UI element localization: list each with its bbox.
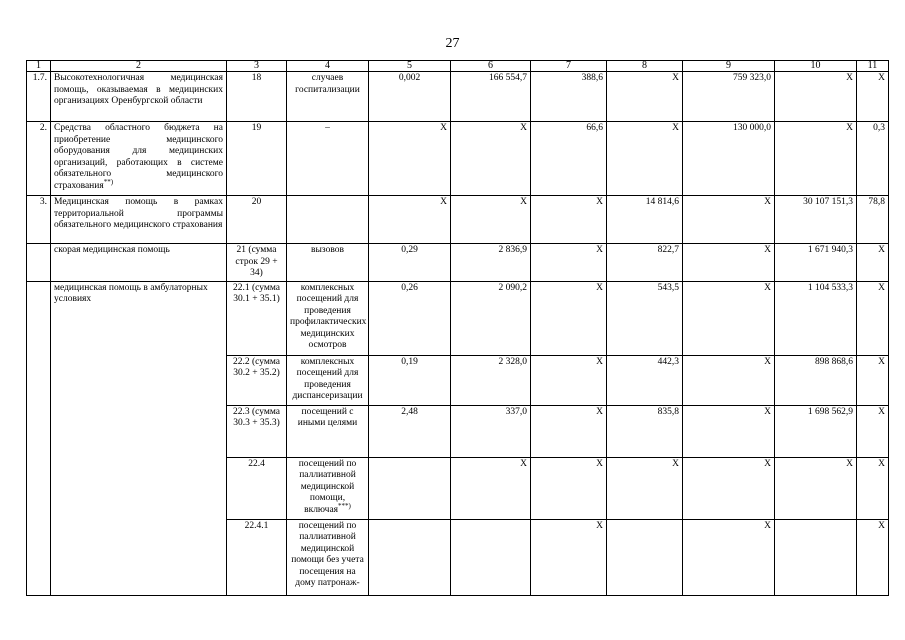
row-value-10: Х: [775, 122, 857, 196]
row-value-11: Х: [857, 355, 889, 405]
row-value-10: [775, 519, 857, 595]
row-value-5: [369, 457, 451, 519]
row-description: медицинская помощь в амбулаторных условиях: [51, 281, 227, 595]
row-value-5: [369, 519, 451, 595]
row-code: 22.1 (сумма 30.1 + 35.1): [227, 281, 287, 355]
row-value-7: Х: [531, 196, 607, 244]
row-value-8: Х: [607, 457, 683, 519]
header-cell: 4: [287, 61, 369, 72]
row-code: 21 (сумма строк 29 + 34): [227, 244, 287, 282]
row-unit: посещений с иными целями: [287, 405, 369, 457]
row-unit: комплексных посещений для проведения диспансеризации: [287, 355, 369, 405]
row-number: [27, 281, 51, 595]
row-code: 19: [227, 122, 287, 196]
row-value-8: 442,3: [607, 355, 683, 405]
row-value-8: 543,5: [607, 281, 683, 355]
row-value-9: Х: [683, 244, 775, 282]
row-value-10: 30 107 151,3: [775, 196, 857, 244]
row-value-7: Х: [531, 244, 607, 282]
row-value-6: 2 836,9: [451, 244, 531, 282]
row-value-10: 1 698 562,9: [775, 405, 857, 457]
row-value-6: Х: [451, 122, 531, 196]
row-description: скорая медицинская помощь: [51, 244, 227, 282]
row-number: 3.: [27, 196, 51, 244]
header-cell: 8: [607, 61, 683, 72]
row-code: 22.2 (сумма 30.2 + 35.2): [227, 355, 287, 405]
row-value-5: 0,002: [369, 72, 451, 122]
row-value-9: Х: [683, 457, 775, 519]
header-cell: 11: [857, 61, 889, 72]
row-value-11: Х: [857, 244, 889, 282]
table-row: [27, 122, 889, 196]
row-code: 18: [227, 72, 287, 122]
row-value-6: 2 090,2: [451, 281, 531, 355]
row-value-5: 2,48: [369, 405, 451, 457]
header-cell: 10: [775, 61, 857, 72]
header-cell: 3: [227, 61, 287, 72]
row-code: 22.4: [227, 457, 287, 519]
row-value-5: Х: [369, 122, 451, 196]
row-code: 22.4.1: [227, 519, 287, 595]
row-number: 2.: [27, 122, 51, 196]
row-unit: посещений по паллиативной медицинской помощи без учета посещения на дому патронаж-: [287, 519, 369, 595]
row-value-9: 130 000,0: [683, 122, 775, 196]
row-code: 22.3 (сумма 30.3 + 35.3): [227, 405, 287, 457]
row-unit: –: [287, 122, 369, 196]
row-value-11: Х: [857, 519, 889, 595]
row-value-11: 0,3: [857, 122, 889, 196]
row-value-7: Х: [531, 355, 607, 405]
row-value-8: [607, 519, 683, 595]
table-row: [27, 72, 889, 122]
page-number: 27: [445, 36, 460, 51]
row-value-10: 898 868,6: [775, 355, 857, 405]
row-value-9: Х: [683, 405, 775, 457]
header-cell: 6: [451, 61, 531, 72]
row-value-10: Х: [775, 457, 857, 519]
row-value-10: Х: [775, 72, 857, 122]
row-description: Высокотехнологичная медицинская помощь, оказываемая в медицинских организациях Оренбургской области: [51, 72, 227, 122]
row-value-7: Х: [531, 281, 607, 355]
row-value-9: Х: [683, 519, 775, 595]
row-value-6: 337,0: [451, 405, 531, 457]
row-description: Средства областного бюджета на приобретение медицинского оборудования для медицинских организаций, работающих в системе обязательного медицинского страхования: [54, 123, 223, 191]
row-unit: [287, 196, 369, 244]
row-value-5: 0,29: [369, 244, 451, 282]
row-value-9: 759 323,0: [683, 72, 775, 122]
row-unit: комплексных посещений для проведения профилактических медицинских осмотров: [287, 281, 369, 355]
row-value-5: 0,19: [369, 355, 451, 405]
header-cell: 7: [531, 61, 607, 72]
footnote-mark: **): [103, 177, 114, 186]
row-value-5: 0,26: [369, 281, 451, 355]
row-unit: посещений по паллиативной медицинской помощи, включая: [298, 458, 357, 515]
row-value-6: 2 328,0: [451, 355, 531, 405]
row-unit: случаев госпитализации: [287, 72, 369, 122]
row-value-9: Х: [683, 196, 775, 244]
table-row: [27, 244, 889, 282]
row-value-7: Х: [531, 519, 607, 595]
row-value-8: 822,7: [607, 244, 683, 282]
row-code: 20: [227, 196, 287, 244]
row-number: [27, 244, 51, 282]
row-value-9: Х: [683, 355, 775, 405]
header-cell: 2: [51, 61, 227, 72]
row-number: 1.7.: [27, 72, 51, 122]
row-value-7: Х: [531, 457, 607, 519]
row-value-8: Х: [607, 72, 683, 122]
row-value-7: Х: [531, 405, 607, 457]
row-value-7: 388,6: [531, 72, 607, 122]
row-description: Медицинская помощь в рамках территориальной программы обязательного медицинского страхования: [51, 196, 227, 244]
row-value-11: Х: [857, 457, 889, 519]
header-cell: 9: [683, 61, 775, 72]
row-description-cell: [51, 122, 227, 196]
row-value-6: Х: [451, 196, 531, 244]
row-value-9: Х: [683, 281, 775, 355]
table-row: [27, 281, 889, 355]
header-cell: 1: [27, 61, 51, 72]
row-value-6: Х: [451, 457, 531, 519]
row-value-11: Х: [857, 72, 889, 122]
header-cell: 5: [369, 61, 451, 72]
budget-table: [26, 60, 889, 596]
row-value-8: 14 814,6: [607, 196, 683, 244]
row-value-8: 835,8: [607, 405, 683, 457]
row-unit: вызовов: [287, 244, 369, 282]
table-row: [27, 196, 889, 244]
row-value-8: Х: [607, 122, 683, 196]
row-value-10: 1 671 940,3: [775, 244, 857, 282]
row-value-6: [451, 519, 531, 595]
row-unit-cell: [287, 457, 369, 519]
footnote-mark: ***): [338, 501, 351, 510]
row-value-10: 1 104 533,3: [775, 281, 857, 355]
row-value-7: 66,6: [531, 122, 607, 196]
row-value-6: 166 554,7: [451, 72, 531, 122]
row-value-11: 78,8: [857, 196, 889, 244]
header-row: [27, 61, 889, 72]
row-value-5: Х: [369, 196, 451, 244]
row-value-11: Х: [857, 405, 889, 457]
row-value-11: Х: [857, 281, 889, 355]
